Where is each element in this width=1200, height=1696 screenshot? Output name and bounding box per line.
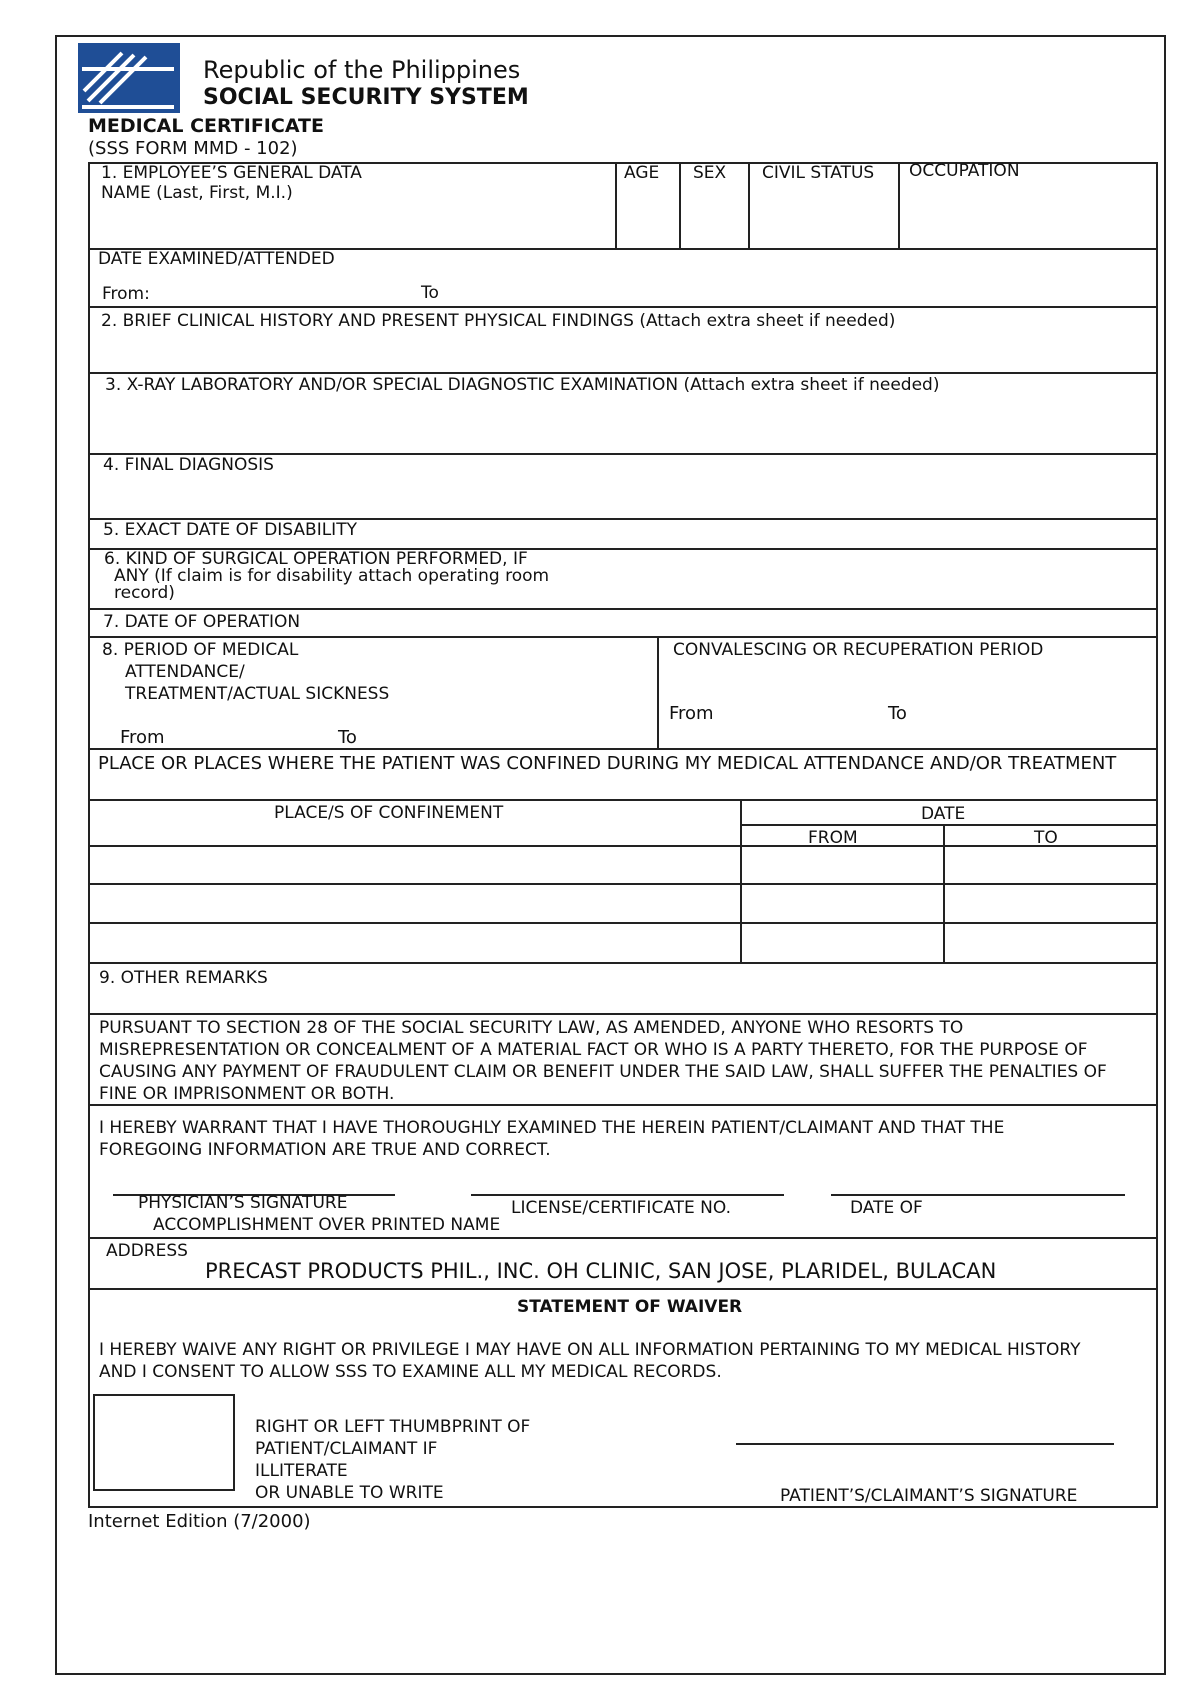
waiver-text: I HEREBY WAIVE ANY RIGHT OR PRIVILEGE I MAY HAVE ON ALL INFORMATION PERTAINING TO MY MEDICAL HISTORY AND I CONSENT TO ALLOW SSS TO EXAMINE ALL MY MEDICAL RECORDS. xyxy=(99,1340,1081,1382)
divider xyxy=(88,922,1158,924)
thumbprint-line1: RIGHT OR LEFT THUMBPRINT OF xyxy=(255,1417,531,1437)
divider xyxy=(748,162,750,248)
form-title: MEDICAL CERTIFICATE xyxy=(88,115,324,137)
occupation-label: OCCUPATION xyxy=(909,161,1020,181)
sec8-line1: 8. PERIOD OF MEDICAL xyxy=(102,640,299,660)
warrant-text: I HEREBY WARRANT THAT I HAVE THOROUGHLY EXAMINED THE HEREIN PATIENT/CLAIMANT AND THAT THE FOREGOING INFORMATION ARE TRUE AND CORRECT. xyxy=(99,1118,1005,1160)
divider xyxy=(88,883,1158,885)
sec8-to: To xyxy=(338,727,357,748)
divider xyxy=(88,372,1158,374)
thumbprint-line2: PATIENT/CLAIMANT IF xyxy=(255,1439,438,1459)
republic-heading: Republic of the Philippines xyxy=(203,56,521,84)
divider xyxy=(88,1013,1158,1015)
divider xyxy=(657,636,659,748)
convalescing-to: To xyxy=(888,703,907,724)
agency-heading: SOCIAL SECURITY SYSTEM xyxy=(203,85,529,110)
thumbprint-line3: ILLITERATE xyxy=(255,1461,348,1481)
date-of-label: DATE OF xyxy=(850,1198,923,1218)
date-examined-to: To xyxy=(421,283,439,303)
divider xyxy=(898,162,900,248)
date-line xyxy=(831,1194,1125,1196)
date-header: DATE xyxy=(921,804,966,824)
place-header: PLACE/S OF CONFINEMENT xyxy=(274,803,504,823)
date-examined-from: From: xyxy=(102,284,150,304)
divider xyxy=(88,845,1158,847)
to-header: TO xyxy=(1034,828,1058,848)
name-label: NAME (Last, First, M.I.) xyxy=(101,183,293,203)
sec6-line2: ANY (If claim is for disability attach operating room xyxy=(114,566,550,586)
divider xyxy=(88,1288,1158,1290)
sec9-label: 9. OTHER REMARKS xyxy=(99,968,268,988)
convalescing-from: From xyxy=(669,703,714,724)
sec8-line2: ATTENDANCE/ xyxy=(125,662,245,682)
divider xyxy=(740,824,1158,826)
date-examined-label: DATE EXAMINED/ATTENDED xyxy=(98,249,335,269)
from-header: FROM xyxy=(808,828,858,848)
form-code: (SSS FORM MMD - 102) xyxy=(88,138,298,159)
confinement-statement: PLACE OR PLACES WHERE THE PATIENT WAS CONFINED DURING MY MEDICAL ATTENDANCE AND/OR TREATMENT xyxy=(98,753,1117,774)
age-label: AGE xyxy=(624,163,660,183)
divider xyxy=(88,962,1158,964)
patient-signature-line xyxy=(736,1443,1114,1445)
divider xyxy=(88,306,1158,308)
sss-logo-icon xyxy=(78,43,180,113)
sec6-line3: record) xyxy=(114,583,175,603)
sec6-line1: 6. KIND OF SURGICAL OPERATION PERFORMED, IF xyxy=(104,549,528,569)
sex-label: SEX xyxy=(693,163,727,183)
divider xyxy=(88,1237,1158,1239)
thumbprint-line4: OR UNABLE TO WRITE xyxy=(255,1483,444,1503)
divider xyxy=(943,824,945,962)
convalescing-label: CONVALESCING OR RECUPERATION PERIOD xyxy=(673,640,1044,660)
divider xyxy=(88,636,1158,638)
sec5-label: 5. EXACT DATE OF DISABILITY xyxy=(103,520,357,540)
divider xyxy=(88,799,1158,801)
license-label: LICENSE/CERTIFICATE NO. xyxy=(511,1198,731,1218)
license-line xyxy=(471,1194,784,1196)
waiver-title: STATEMENT OF WAIVER xyxy=(517,1297,743,1317)
physician-signature-label: PHYSICIAN’S SIGNATURE xyxy=(138,1193,348,1213)
edition-footer: Internet Edition (7/2000) xyxy=(88,1511,311,1532)
thumbprint-box[interactable] xyxy=(93,1394,235,1491)
sec4-label: 4. FINAL DIAGNOSIS xyxy=(103,455,274,475)
divider xyxy=(88,608,1158,610)
address-label: ADDRESS xyxy=(106,1241,188,1261)
divider xyxy=(740,799,742,962)
sec3-label: 3. X-RAY LABORATORY AND/OR SPECIAL DIAGNOSTIC EXAMINATION (Attach extra sheet if needed) xyxy=(105,375,940,395)
accomplishment-label: ACCOMPLISHMENT OVER PRINTED NAME xyxy=(153,1215,501,1235)
pursuant-text: PURSUANT TO SECTION 28 OF THE SOCIAL SECURITY LAW, AS AMENDED, ANYONE WHO RESORTS TO MISREPRESENTATION OR CONCEALMENT OF A MATERIAL FACT OR WHO IS A PARTY THERETO, FOR THE PURPOSE OF CAUSING ANY PAYMENT OF FRAUDULENT CLAIM OR BENEFIT UNDER THE SAID LAW, SHALL SUFFER THE PENALTIES OF FINE OR IMPRISONMENT OR BOTH. xyxy=(99,1018,1107,1104)
sec1-heading: 1. EMPLOYEE’S GENERAL DATA xyxy=(101,163,362,183)
patient-signature-label: PATIENT’S/CLAIMANT’S SIGNATURE xyxy=(780,1486,1078,1506)
civil-status-label: CIVIL STATUS xyxy=(762,163,875,183)
address-value: PRECAST PRODUCTS PHIL., INC. OH CLINIC, SAN JOSE, PLARIDEL, BULACAN xyxy=(205,1259,997,1283)
sec7-label: 7. DATE OF OPERATION xyxy=(103,612,301,632)
sec8-line3: TREATMENT/ACTUAL SICKNESS xyxy=(125,684,390,704)
sec8-from: From xyxy=(120,727,165,748)
divider xyxy=(88,748,1158,750)
sec2-label: 2. BRIEF CLINICAL HISTORY AND PRESENT PHYSICAL FINDINGS (Attach extra sheet if needed) xyxy=(101,311,896,331)
divider xyxy=(679,162,681,248)
divider xyxy=(615,162,617,248)
